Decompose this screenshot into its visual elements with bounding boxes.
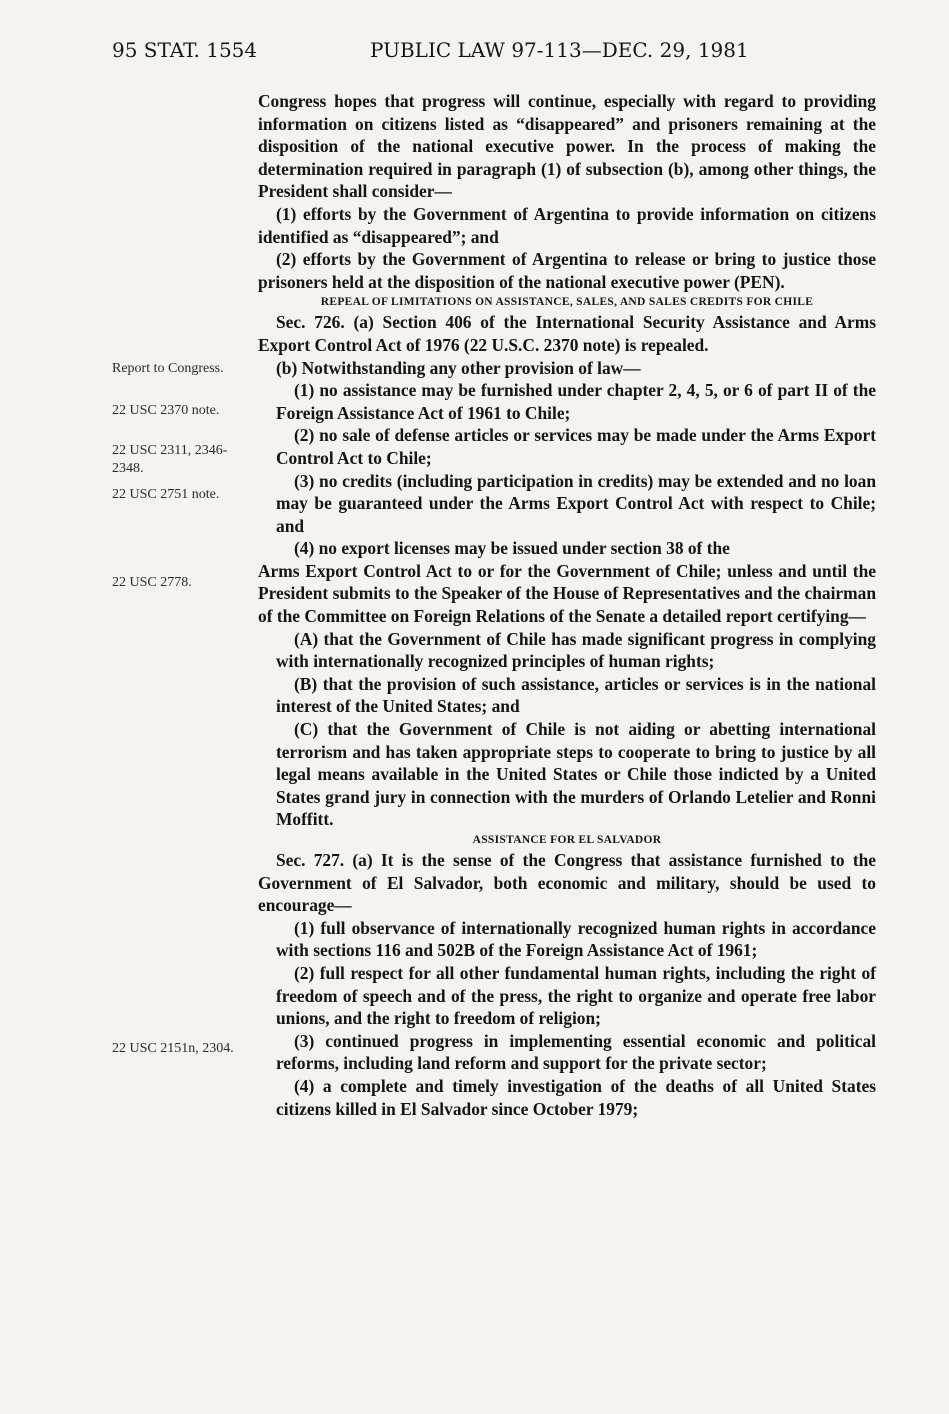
- page-header: [112, 38, 872, 72]
- statute-page-number: 95 STAT. 1554: [112, 38, 258, 62]
- list-item: (2) full respect for all other fundamental human rights, including the right of freedom of speech and of the press, the right to organize and operate free labor unions, and the right to freedom of religion;: [276, 962, 876, 1029]
- list-item: (4) no export licenses may be issued under section 38 of the: [294, 538, 730, 559]
- section-726-continuation: Arms Export Control Act to or for the Government of Chile; unless and until the President submits to the Speaker of the House of Representatives and the chairman of the Committee on Foreign Relations of the Senate a detailed report certifying—: [258, 560, 876, 627]
- list-item: (1) efforts by the Government of Argentina to provide information on citizens identified as “disappeared”; and: [258, 203, 876, 247]
- margin-note: 22 USC 2311, 2346-2348.: [112, 443, 228, 476]
- section-727-a: Sec. 727. (a) It is the sense of the Congress that assistance furnished to the Government of El Salvador, both economic and military, should be used to encourage—: [258, 850, 876, 916]
- list-item: (4) a complete and timely investigation of the deaths of all United States citizens killed in El Salvador since October 1979;: [276, 1075, 876, 1119]
- margin-note: 22 USC 2151n, 2304.: [112, 1041, 234, 1056]
- section-726-b: (b) Notwithstanding any other provision of law—: [276, 357, 641, 378]
- public-law-title: PUBLIC LAW 97-113—DEC. 29, 1981: [370, 38, 749, 62]
- margin-note: Report to Congress.: [112, 361, 224, 376]
- margin-note: 22 USC 2370 note.: [112, 403, 220, 418]
- margin-note: 22 USC 2751 note.: [112, 487, 220, 502]
- list-item: (1) no assistance may be furnished under chapter 2, 4, 5, or 6 of part II of the Foreign Assistance Act of 1961 to Chile;: [276, 380, 876, 423]
- section-727-heading: ASSISTANCE FOR EL SALVADOR: [472, 834, 662, 846]
- margin-note: 22 USC 2778.: [112, 575, 192, 590]
- section-726-a: Sec. 726. (a) Section 406 of the International Security Assistance and Arms Export Control Act of 1976 (22 U.S.C. 2370 note) is repealed.: [258, 312, 876, 355]
- certification-item: (A) that the Government of Chile has made significant progress in complying with internationally recognized principles of human rights;: [276, 628, 876, 672]
- section-726-heading: REPEAL OF LIMITATIONS ON ASSISTANCE, SALES, AND SALES CREDITS FOR CHILE: [320, 296, 814, 309]
- list-item: (2) no sale of defense articles or services may be made under the Arms Export Control Act to Chile;: [276, 425, 876, 468]
- certification-item: (B) that the provision of such assistance, articles or services is in the national interest of the United States; and: [276, 673, 876, 717]
- list-item: (3) no credits (including participation in credits) may be extended and no loan may be guaranteed under the Arms Export Control Act with respect to Chile; and: [276, 470, 876, 536]
- certification-item: (C) that the Government of Chile is not aiding or abetting international terrorism and has taken appropriate steps to cooperate to bring to justice by all legal means available in the United States or Chile those indicted by a United States grand jury in connection with the murders of Orlando Letelier and Ronni Moffitt.: [276, 719, 876, 830]
- list-item: (3) continued progress in implementing essential economic and political reforms, including land reform and support for the private sector;: [276, 1030, 876, 1074]
- document-body: [258, 90, 876, 1120]
- intro-paragraph: Congress hopes that progress will continue, especially with regard to providing information on citizens listed as “disappeared” and prisoners remaining at the disposition of the national executive power. In the process of making the determination required in paragraph (1) of subsection (b), among other things, the President shall consider—: [258, 91, 876, 202]
- list-item: (2) efforts by the Government of Argentina to release or bring to justice those prisoners held at the disposition of the national executive power (PEN).: [258, 249, 876, 292]
- list-item: (1) full observance of internationally recognized human rights in accordance with sections 116 and 502B of the Foreign Assistance Act of 1961;: [276, 917, 876, 961]
